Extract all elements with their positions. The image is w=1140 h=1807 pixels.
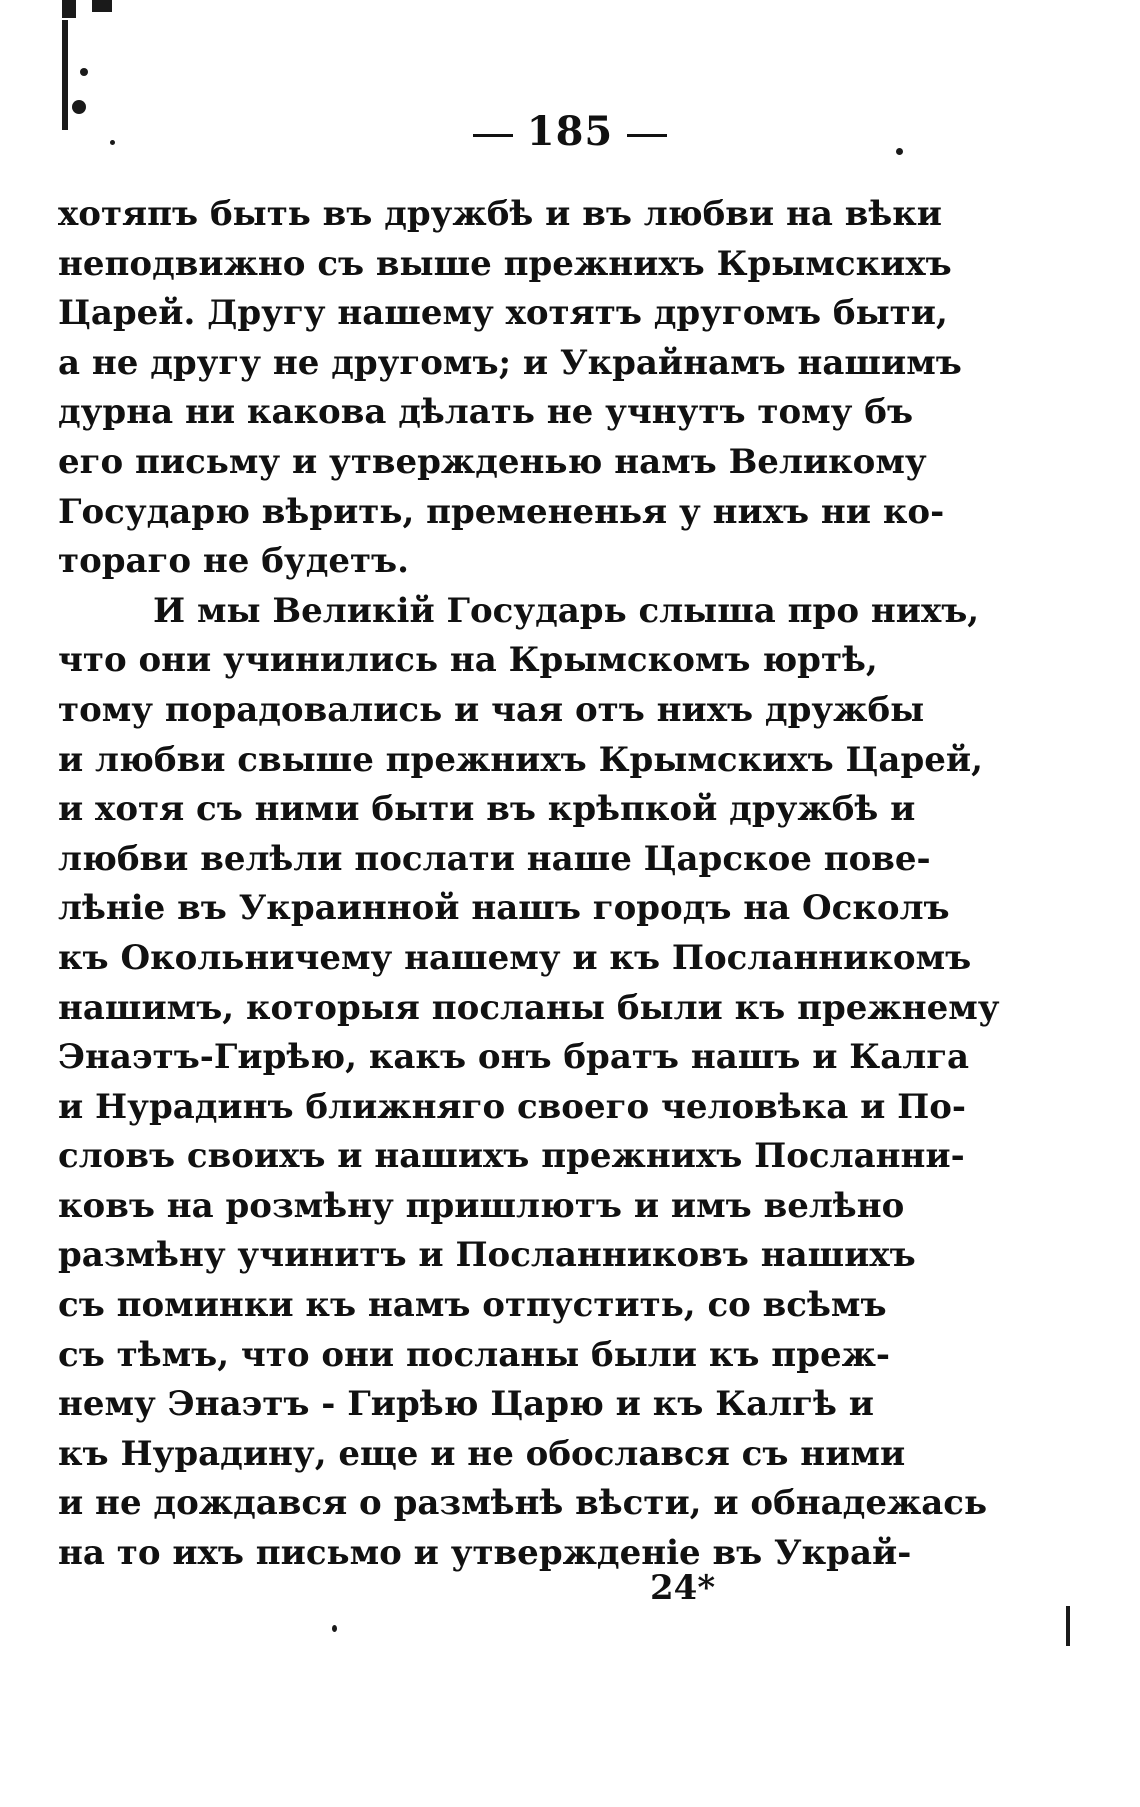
scan-edge-mark [1066, 1606, 1070, 1646]
text-line: хотяпъ быть въ дружбѣ и въ любви на вѣки [58, 194, 943, 234]
text-line: Энаэтъ-Гирѣю, какъ онъ братъ нашъ и Калга [58, 1037, 970, 1078]
text-line: Царей. Другу нашему хотятъ другомъ быти, [58, 293, 948, 334]
text-line: И мы Великій Государь слыша про нихъ, [153, 590, 980, 631]
text-line: любви велѣли послати наше Царское пове- [58, 838, 931, 879]
scan-edge-mark [62, 0, 76, 18]
text-line: съ тѣмъ, что они посланы были къ преж- [58, 1334, 891, 1375]
scan-speck [80, 68, 88, 76]
header-dash-right [627, 134, 667, 137]
scan-speck [332, 1625, 337, 1632]
text-line: дурна ни какова дѣлать не учнутъ тому бъ [58, 392, 914, 433]
text-line: къ Окольничему нашему и къ Посланникомъ [58, 937, 972, 978]
page-header [0, 108, 1140, 155]
text-line: съ поминки къ намъ отпустить, со всѣмъ [58, 1285, 887, 1326]
text-line: и любви свыше прежнихъ Крымскихъ Царей, [58, 739, 983, 780]
header-dash-left [473, 134, 513, 137]
text-line: на то ихъ письмо и утвержденіе въ Украй- [58, 1533, 912, 1574]
text-line: лѣніе въ Украинной нашъ городъ на Осколъ [58, 888, 950, 929]
text-line: къ Нурадину, еще и не обослався съ ними [58, 1433, 906, 1474]
text-line: что они учинились на Крымскомъ юртѣ, [58, 640, 878, 681]
scan-edge-mark [92, 0, 112, 12]
text-line: его письму и утвержденью намъ Великому [58, 441, 927, 482]
text-line: и не дождався о размѣнѣ вѣсти, и обнадежась [58, 1483, 988, 1524]
page-number: 185 [526, 108, 614, 155]
text-line: нашимъ, которыя посланы были къ прежнему [58, 987, 1000, 1028]
text-line: тораго не будетъ. [58, 541, 409, 582]
text-line: нему Энаэтъ - Гирѣю Царю и къ Калгѣ и [58, 1384, 874, 1425]
text-line: словъ своихъ и нашихъ прежнихъ Посланни- [58, 1136, 965, 1177]
body-text [58, 190, 1000, 1579]
signature-mark: 24* [650, 1568, 716, 1608]
text-line: тому порадовались и чая отъ нихъ дружбы [58, 689, 925, 730]
text-line: ковъ на розмѣну пришлютъ и имъ велѣно [58, 1185, 905, 1226]
text-line: и хотя съ ними быти въ крѣпкой дружбѣ и [58, 789, 916, 830]
text-line: а не другу не другомъ; и Украйнамъ нашимъ [58, 342, 962, 383]
text-line: размѣну учинитъ и Посланниковъ нашихъ [58, 1235, 916, 1276]
text-line: Государю вѣрить, премененья у нихъ ни ко- [58, 491, 945, 532]
text-line: и Нурадинъ ближняго своего человѣка и По- [58, 1086, 967, 1127]
text-line: неподвижно съ выше прежнихъ Крымскихъ [58, 243, 952, 284]
